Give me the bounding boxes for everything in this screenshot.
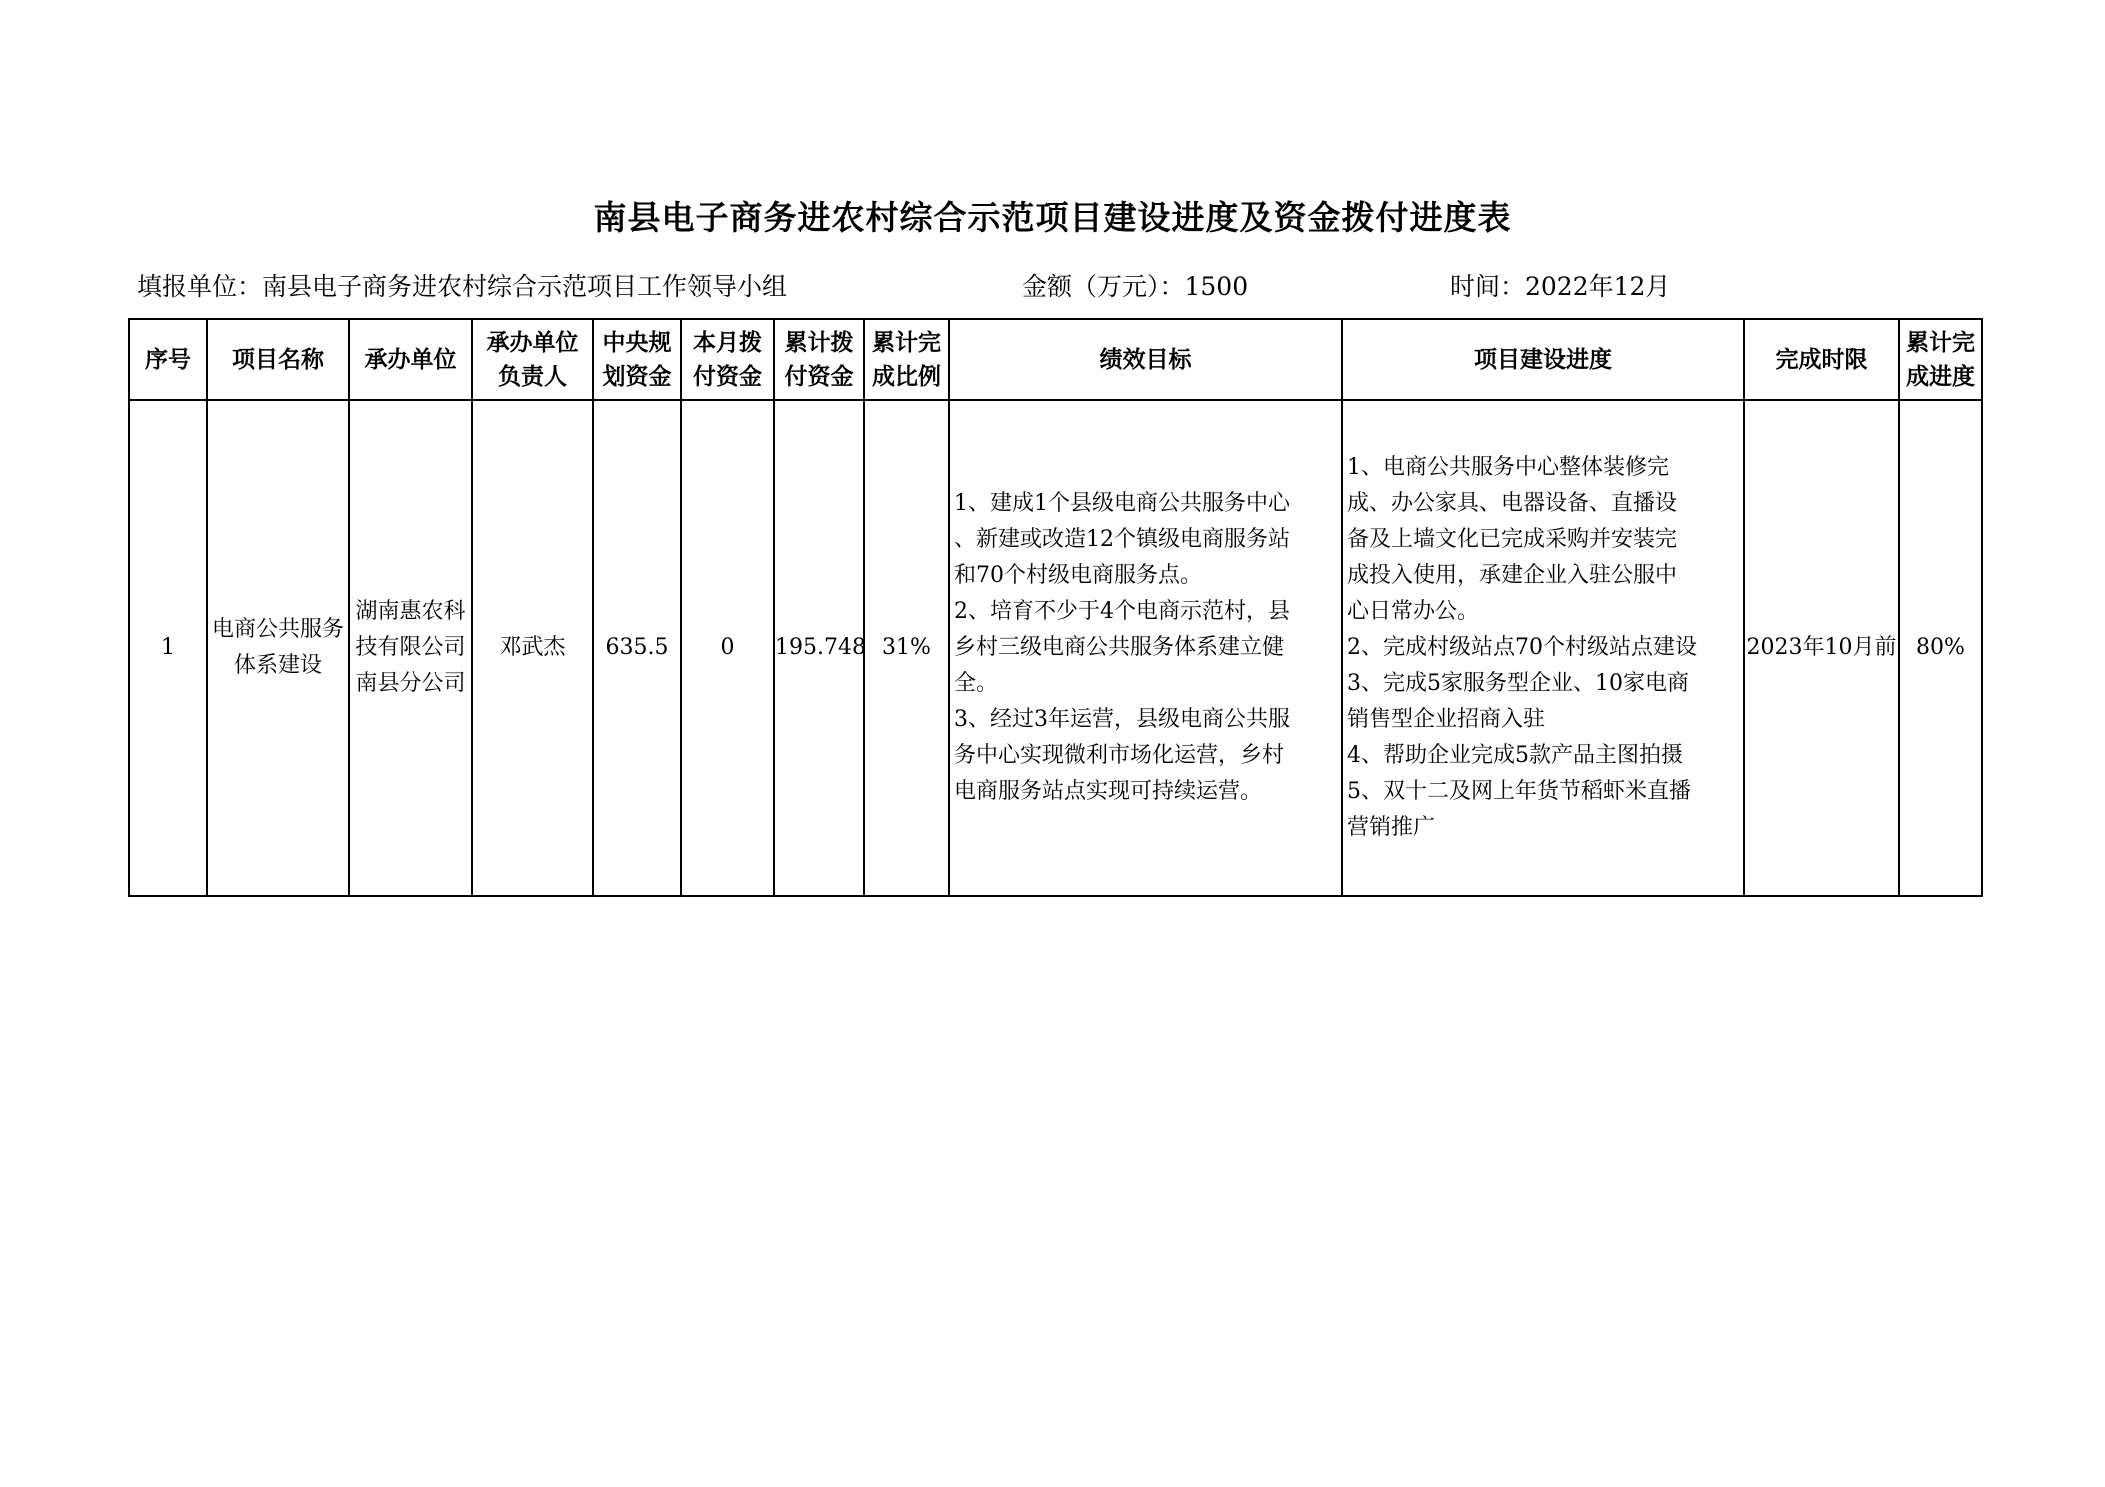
- progress-line: 心日常办公。: [1347, 599, 1480, 624]
- cell-deadline: 2023年10月前: [1744, 400, 1899, 896]
- table-header-row: [129, 319, 1982, 400]
- goal-line: 务中心实现微利市场化运营，乡村: [954, 743, 1285, 768]
- progress-line: 3、完成5家服务型企业、10家电商: [1347, 671, 1689, 696]
- cell-person: 邓武杰: [472, 400, 593, 896]
- reporting-unit: 填报单位：南县电子商务进农村综合示范项目工作领导小组: [137, 272, 788, 301]
- header-goals: 绩效目标: [949, 319, 1342, 400]
- header-total-fund: 累计拨付资金: [774, 319, 864, 400]
- progress-line: 5、双十二及网上年货节稻虾米直播: [1347, 779, 1691, 804]
- goal-line: 、新建或改造12个镇级电商服务站: [954, 527, 1290, 552]
- goal-line: 3、经过3年运营，县级电商公共服: [954, 707, 1290, 732]
- cell-central-fund: 635.5: [593, 400, 681, 896]
- cell-index: 1: [129, 400, 207, 896]
- progress-table: [128, 318, 1983, 897]
- header-project-name: 项目名称: [207, 319, 349, 400]
- page-title: 南县电子商务进农村综合示范项目建设进度及资金拨付进度表: [593, 198, 1512, 237]
- progress-line: 成、办公家具、电器设备、直播设: [1347, 491, 1678, 516]
- report-time: 时间：2022年12月: [1450, 272, 1671, 301]
- progress-line: 销售型企业招商入驻: [1347, 707, 1546, 732]
- header-month-fund: 本月拨付资金: [681, 319, 774, 400]
- cell-unit: 湖南惠农科技有限公司南县分公司: [349, 400, 472, 896]
- header-person: 承办单位负责人: [472, 319, 593, 400]
- progress-line: 成投入使用，承建企业入驻公服中: [1347, 563, 1678, 588]
- header-progress-pct: 累计完成进度: [1899, 319, 1982, 400]
- goal-line: 1、建成1个县级电商公共服务中心: [954, 491, 1290, 516]
- goal-line: 乡村三级电商公共服务体系建立健: [954, 635, 1285, 660]
- goal-line: 和70个村级电商服务点。: [954, 563, 1202, 588]
- cell-progress-pct: 80%: [1899, 400, 1982, 896]
- cell-project-name: 电商公共服务体系建设: [207, 400, 349, 896]
- cell-goals: [949, 400, 1342, 896]
- header-deadline: 完成时限: [1744, 319, 1899, 400]
- header-central-fund: 中央规划资金: [593, 319, 681, 400]
- header-total-ratio: 累计完成比例: [864, 319, 949, 400]
- progress-line: 1、电商公共服务中心整体装修完: [1347, 455, 1669, 480]
- header-progress: 项目建设进度: [1342, 319, 1744, 400]
- header-unit: 承办单位: [349, 319, 472, 400]
- progress-line: 备及上墙文化已完成采购并安装完: [1347, 527, 1678, 552]
- cell-month-fund: 0: [681, 400, 774, 896]
- table-row: [129, 400, 1982, 896]
- cell-progress: [1342, 400, 1744, 896]
- progress-line: 2、完成村级站点70个村级站点建设: [1347, 635, 1697, 660]
- header-index: 序号: [129, 319, 207, 400]
- cell-total-ratio: 31%: [864, 400, 949, 896]
- progress-line: 4、帮助企业完成5款产品主图拍摄: [1347, 743, 1683, 768]
- cell-total-fund: 195.748: [774, 400, 864, 896]
- goal-line: 2、培育不少于4个电商示范村，县: [954, 599, 1290, 624]
- goal-line: 电商服务站点实现可持续运营。: [954, 779, 1263, 804]
- progress-line: 营销推广: [1347, 815, 1436, 840]
- amount-total: 金额（万元）：1500: [1022, 272, 1249, 301]
- goal-line: 全。: [954, 671, 999, 696]
